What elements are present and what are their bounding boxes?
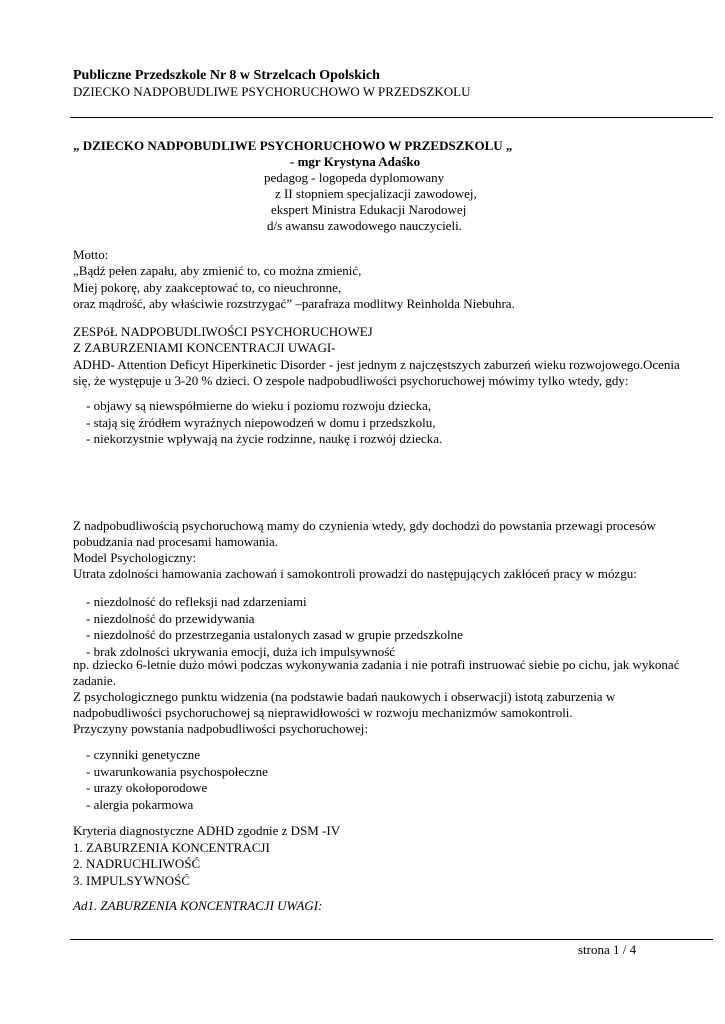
paragraph-line: Z psychologicznego punktu widzenia (na podstawie badań naukowych i obserwacji) istotą zaburzenia w (73, 689, 616, 704)
section-heading: ZESPóŁ NADPOBUDLIWOŚCI PSYCHORUCHOWEJ (73, 324, 373, 339)
list-item: - niezdolność do refleksji nad zdarzeniami (86, 594, 307, 609)
paragraph-line: Utrata zdolności hamowania zachowań i samokontroli prowadzi do następujących zakłóceń pracy w mózgu: (73, 566, 637, 581)
list-item: - niezdolność do przewidywania (86, 610, 255, 626)
author-name: - mgr Krystyna Adaśko (290, 154, 421, 169)
list-item: - niezdolność do przestrzegania ustalonych zasad w grupie przedszkolne (86, 627, 463, 643)
paragraph-line: pobudzania nad procesami hamowania. (73, 534, 279, 549)
list-item: - alergia pokarmowa (86, 796, 194, 812)
motto-line: Miej pokorę, aby zaakceptować to, co nieuchronne, (73, 280, 342, 295)
credential-line: z II stopniem specjalizacji zawodowej, (275, 186, 477, 201)
causes-heading: Przyczyny powstania nadpobudliwości psychoruchowej: (73, 721, 368, 736)
paragraph-line: Z nadpobudliwością psychoruchową mamy do czynienia wtedy, gdy dochodzi do powstania przewagi procesów (73, 518, 656, 533)
causes-list (86, 747, 268, 813)
list-item: 3. IMPULSYWNOŚĆ (73, 872, 191, 888)
criteria-list (73, 840, 270, 889)
list-item: - czynniki genetyczne (86, 747, 201, 762)
paragraph-line: ADHD- Attention Deficyt Hiperkinetic Disorder - jest jednym z najczęstszych zaburzeń wieku rozwojowego.Ocenia (73, 357, 680, 372)
model-heading: Model Psychologiczny: (73, 550, 197, 565)
paragraph-line: się, że występuje u 3-20 % dzieci. O zespole nadpobudliwości psychoruchowej mówimy tylko wtedy, gdy: (73, 373, 629, 388)
paragraph-line: np. dziecko 6-letnie dużo mówi podczas wykonywania zadania i nie potrafi instruować siebie po cichu, jak wykonać (73, 657, 680, 672)
paragraph-line: nadpobudliwości psychoruchowej są nieprawidłowości w rozwoju mechanizmów samokontroli. (73, 705, 573, 720)
disorder-list (86, 594, 463, 660)
school-name: Publiczne Przedszkole Nr 8 w Strzelcach Opolskich (73, 68, 380, 83)
footer-divider (70, 939, 713, 940)
paragraph-line: zadanie. (73, 673, 116, 688)
credential-line: d/s awansu zawodowego nauczycieli. (267, 218, 462, 233)
credential-line: pedagog - logopeda dyplomowany (264, 170, 445, 185)
header-subtitle: DZIECKO NADPOBUDLIWE PSYCHORUCHOWO W PRZEDSZKOLU (73, 84, 471, 99)
motto-line: oraz mądrość, aby właściwie rozstrzygać” –parafraza modlitwy Reinholda Niebuhra. (73, 296, 515, 311)
section-heading: Z ZABURZENIAMI KONCENTRACJI UWAGI- (73, 340, 336, 355)
page-number: strona 1 / 4 (578, 942, 637, 957)
list-item: - urazy okołoporodowe (86, 780, 208, 796)
list-item: - uwarunkowania psychospołeczne (86, 763, 268, 779)
list-item: - brak zdolności ukrywania emocji, duża ich impulsywność (86, 643, 396, 659)
ad1-heading: Ad1. ZABURZENIA KONCENTRACJI UWAGI: (73, 898, 323, 913)
motto-line: „Bądź pełen zapału, aby zmienić to, co można zmienić, (73, 263, 362, 278)
motto-label: Motto: (73, 247, 109, 262)
criteria-heading: Kryteria diagnostyczne ADHD zgodnie z DSM -IV (73, 823, 341, 838)
list-item: - niekorzystnie wpływają na życie rodzinne, naukę i rozwój dziecka. (86, 431, 443, 447)
document-title: „ DZIECKO NADPOBUDLIWE PSYCHORUCHOWO W PRZEDSZKOLU „ (73, 138, 513, 153)
list-item: - objawy są niewspółmierne do wieku i poziomu rozwoju dziecka, (86, 398, 432, 413)
credential-line: ekspert Ministra Edukacji Narodowej (271, 202, 467, 217)
list-item: 2. NADRUCHLIWOŚĆ (73, 856, 201, 872)
list-item: - stają się źródłem wyraźnych niepowodzeń w domu i przedszkolu, (86, 414, 436, 430)
symptom-list (86, 398, 442, 448)
list-item: 1. ZABURZENIA KONCENTRACJI (73, 840, 270, 855)
header-divider (70, 117, 713, 118)
